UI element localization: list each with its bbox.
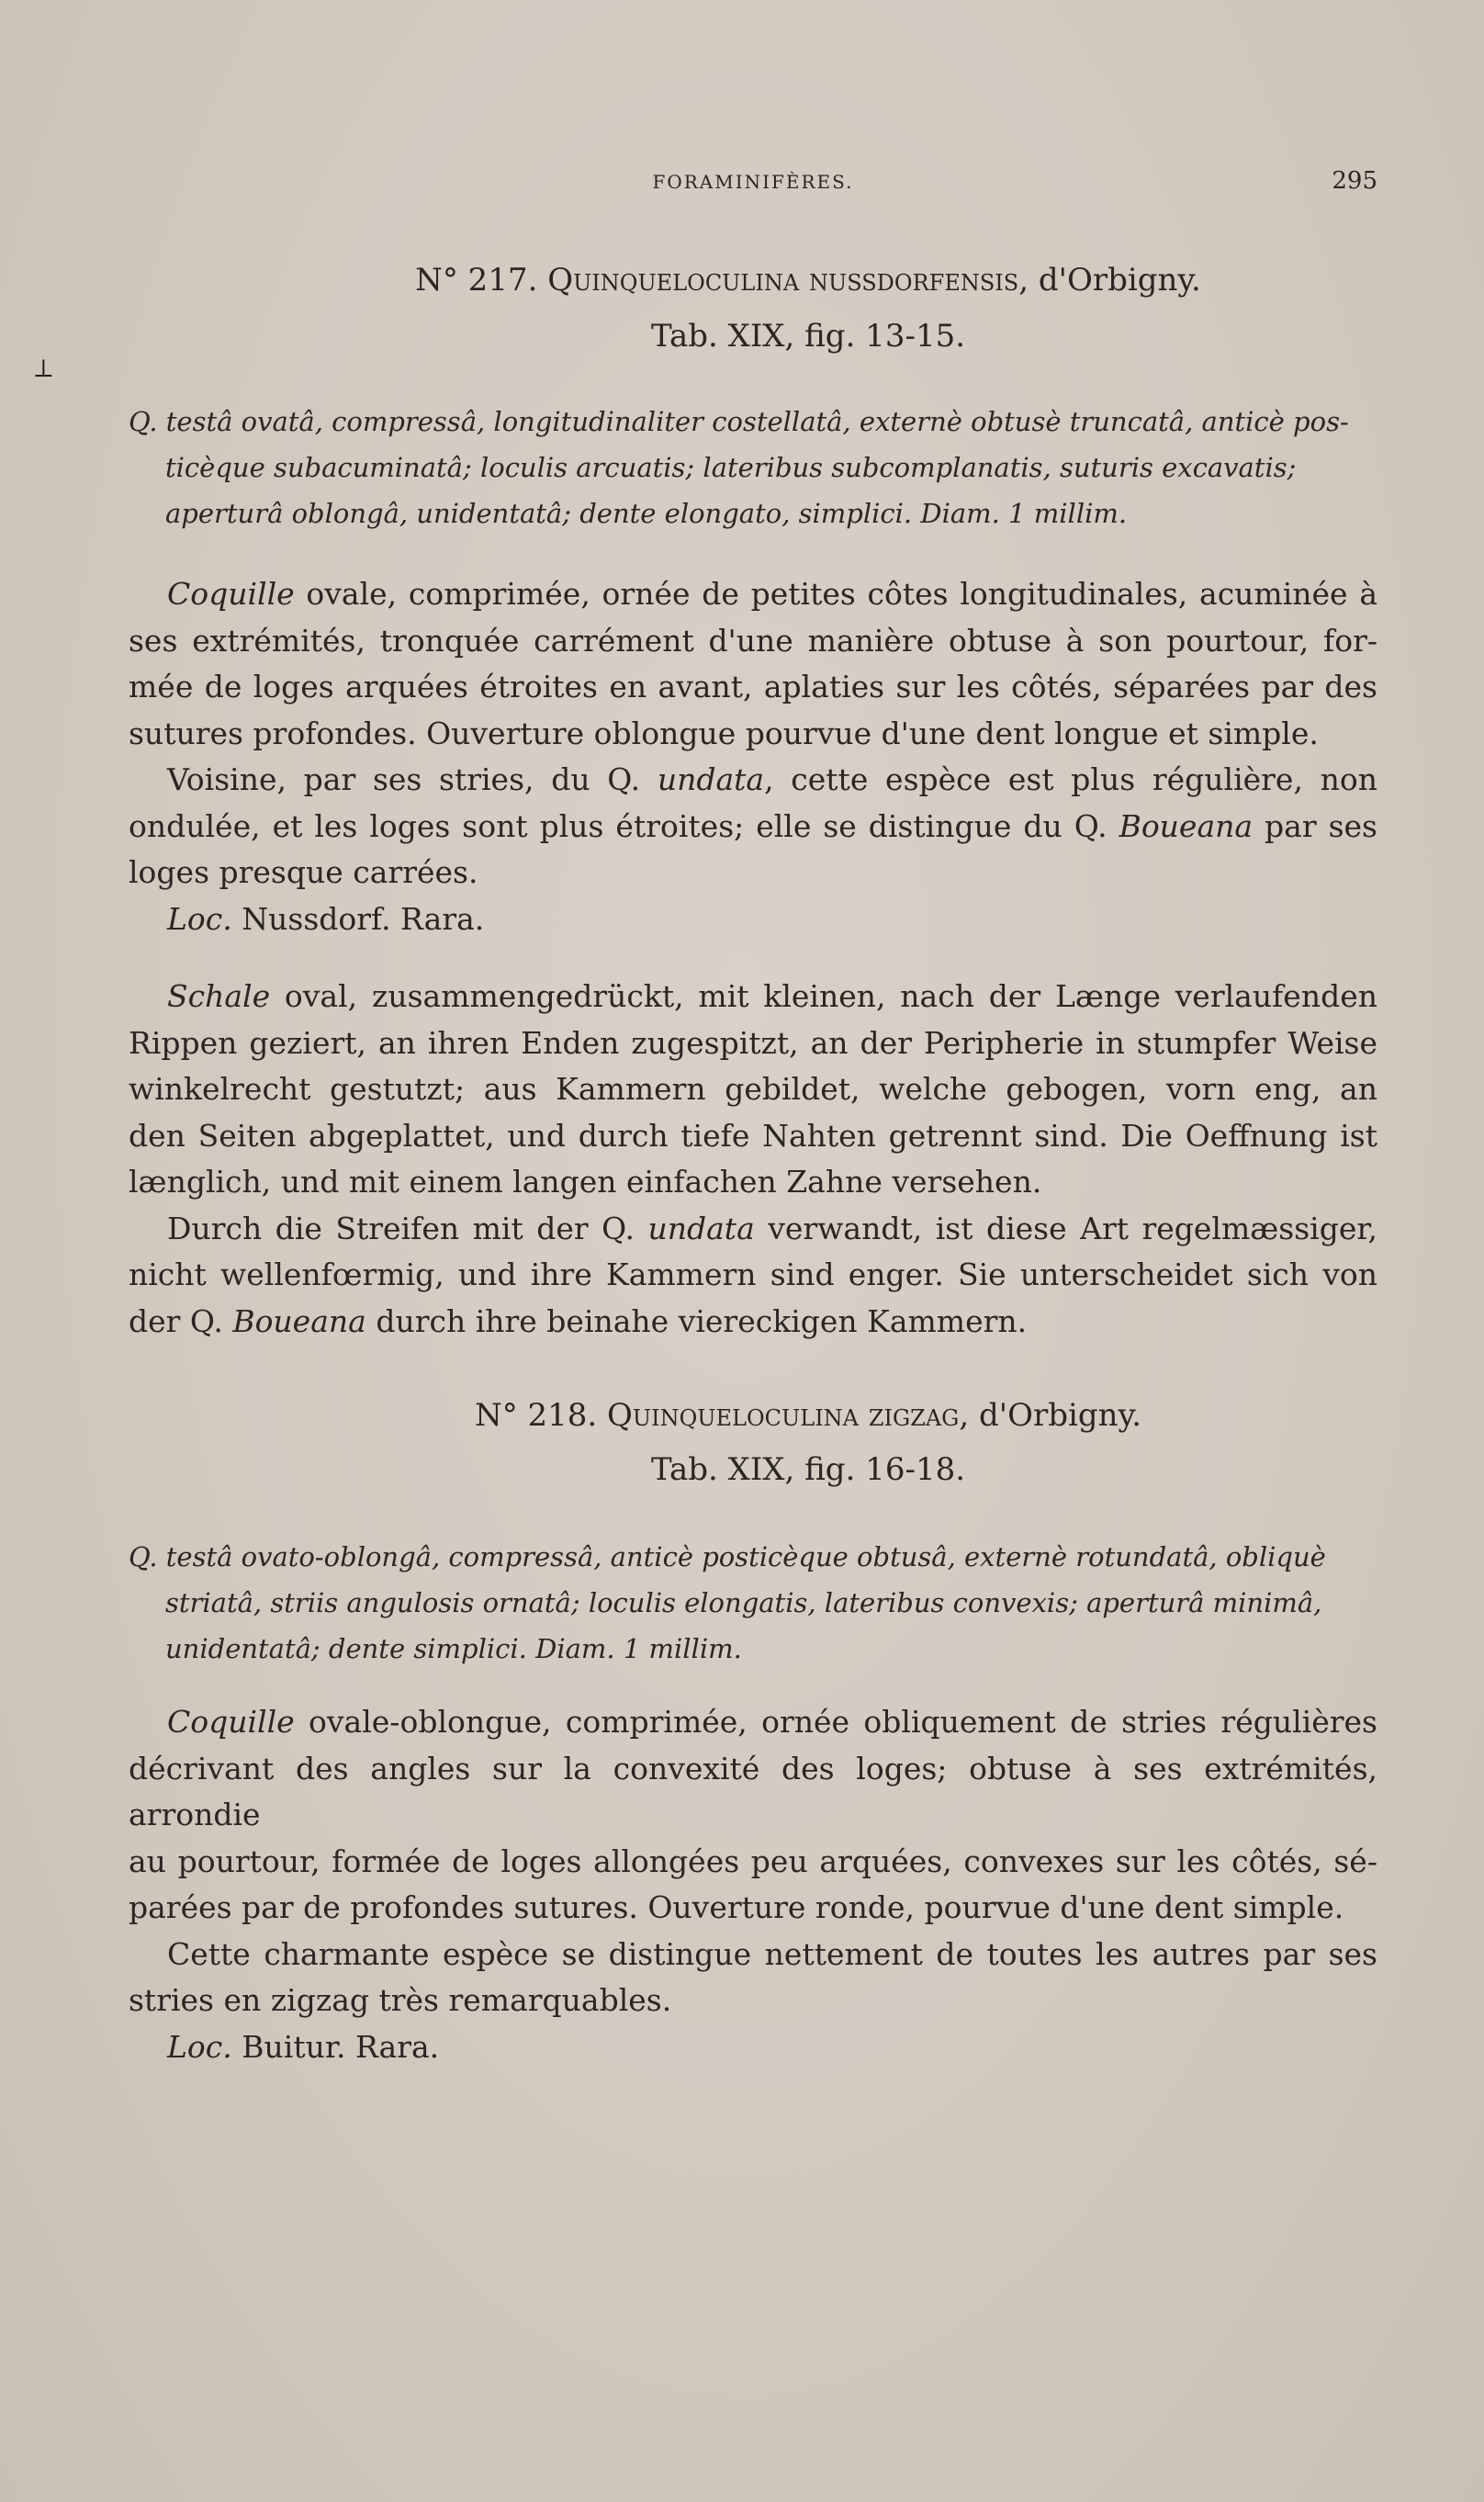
page-number: 295 bbox=[1332, 167, 1377, 195]
diagnosis-line: unidentatâ; dente simplici. Diam. 1 millim. bbox=[165, 1633, 742, 1664]
entry-218-species: zigzag bbox=[868, 1397, 960, 1434]
entry-217-diagnosis bbox=[129, 399, 1377, 536]
entry-217-species: nussdorfensis bbox=[808, 262, 1019, 299]
prose-line: Coquille ovale-oblongue, comprimée, ornée obliquement de stries régulières bbox=[167, 1704, 1377, 1740]
prose-line: stries en zigzag très remarquables. bbox=[129, 1982, 672, 2018]
prose-line: ondulée, et les loges sont plus étroites; elle se distingue du Q. Boueana par ses bbox=[129, 807, 1377, 844]
entry-217-genus: Quinqueloculina bbox=[547, 262, 800, 299]
entry-217-french bbox=[129, 571, 1377, 942]
prose-line: der Q. Boueana durch ihre beinahe viereckigen Kammern. bbox=[129, 1302, 1028, 1339]
prose-line: Rippen geziert, an ihren Enden zugespitzt, an der Peripherie in stumpfer Weise bbox=[129, 1024, 1377, 1061]
diagnosis-line: ticèque subacuminatâ; loculis arcuatis; lateribus subcomplanatis, suturis excavatis; bbox=[165, 452, 1297, 483]
diagnosis-line: Q. testâ ovatâ, compressâ, longitudinaliter costellatâ, externè obtusè truncatâ, anticè pos- bbox=[129, 406, 1349, 437]
entry-217-number: N° 217. bbox=[415, 262, 538, 299]
locality-line: Loc. Nussdorf. Rara. bbox=[167, 900, 485, 937]
entry-217-plate: Tab. XIX, fig. 13-15. bbox=[650, 318, 966, 355]
prose-line: Cette charmante espèce se distingue nettement de toutes les autres par ses bbox=[167, 1935, 1377, 1972]
prose-line: décrivant des angles sur la convexité des loges; obtuse à ses extrémités, arrondie bbox=[129, 1750, 1377, 1832]
prose-line: ses extrémités, tronquée carrément d'une manière obtuse à son pourtour, for- bbox=[129, 622, 1377, 659]
prose-line: Voisine, par ses stries, du Q. undata, cette espèce est plus régulière, non bbox=[167, 761, 1378, 797]
prose-line: længlich, und mit einem langen einfachen Zahne versehen. bbox=[129, 1164, 1042, 1200]
entry-218-title: N° 218. Quinqueloculina zigzag, d'Orbigny. bbox=[474, 1397, 1142, 1434]
prose-line: loges presque carrées. bbox=[129, 854, 478, 890]
entry-218-number: N° 218. bbox=[474, 1397, 598, 1434]
entry-218-french bbox=[129, 1699, 1377, 2070]
entry-217-author: d'Orbigny. bbox=[1038, 262, 1201, 299]
prose-line: parées par de profondes sutures. Ouverture ronde, pourvue d'une dent simple. bbox=[129, 1889, 1344, 1925]
prose-line: Durch die Streifen mit der Q. undata verwandt, ist diese Art regelmæssiger, bbox=[167, 1210, 1377, 1246]
entry-217-title: N° 217. Quinqueloculina nussdorfensis, d'Orbigny. bbox=[415, 262, 1201, 299]
prose-line: mée de loges arquées étroites en avant, aplaties sur les côtés, séparées par des bbox=[129, 669, 1377, 704]
margin-mark: ⟂ bbox=[35, 353, 52, 383]
prose-line: winkelrecht gestutzt; aus Kammern gebildet, welche gebogen, vorn eng, an bbox=[129, 1071, 1377, 1107]
entry-218-diagnosis bbox=[129, 1534, 1377, 1672]
prose-line: sutures profondes. Ouverture oblongue pourvue d'une dent longue et simple. bbox=[129, 715, 1319, 751]
running-head bbox=[129, 167, 1377, 200]
prose-line: den Seiten abgeplattet, und durch tiefe Nahten getrennt sind. Die Oeffnung ist bbox=[129, 1117, 1377, 1154]
locality-line: Loc. Buitur. Rara. bbox=[167, 2028, 440, 2065]
entry-217-german bbox=[129, 974, 1377, 1345]
prose-line: nicht wellenfœrmig, und ihre Kammern sind enger. Sie unterscheidet sich von bbox=[129, 1257, 1377, 1292]
prose-line: au pourtour, formée de loges allongées peu arquées, convexes sur les côtés, sé- bbox=[129, 1843, 1377, 1879]
diagnosis-line: Q. testâ ovato-oblongâ, compressâ, anticè posticèque obtusâ, externè rotundatâ, obliquè bbox=[129, 1541, 1326, 1572]
entry-218-author: d'Orbigny. bbox=[978, 1397, 1142, 1434]
prose-line: Coquille ovale, comprimée, ornée de petites côtes longitudinales, acuminée à bbox=[167, 576, 1377, 612]
diagnosis-line: aperturâ oblongâ, unidentatâ; dente elongato, simplici. Diam. 1 millim. bbox=[165, 498, 1128, 529]
prose-line: Schale oval, zusammengedrückt, mit kleinen, nach der Længe verlaufenden bbox=[167, 978, 1377, 1014]
entry-218-genus: Quinqueloculina bbox=[607, 1397, 860, 1434]
diagnosis-line: striatâ, striis angulosis ornatâ; loculis elongatis, lateribus convexis; aperturâ minimâ, bbox=[165, 1587, 1322, 1618]
running-title: FORAMINIFÈRES. bbox=[652, 171, 854, 193]
entry-218-plate: Tab. XIX, fig. 16-18. bbox=[650, 1451, 966, 1488]
